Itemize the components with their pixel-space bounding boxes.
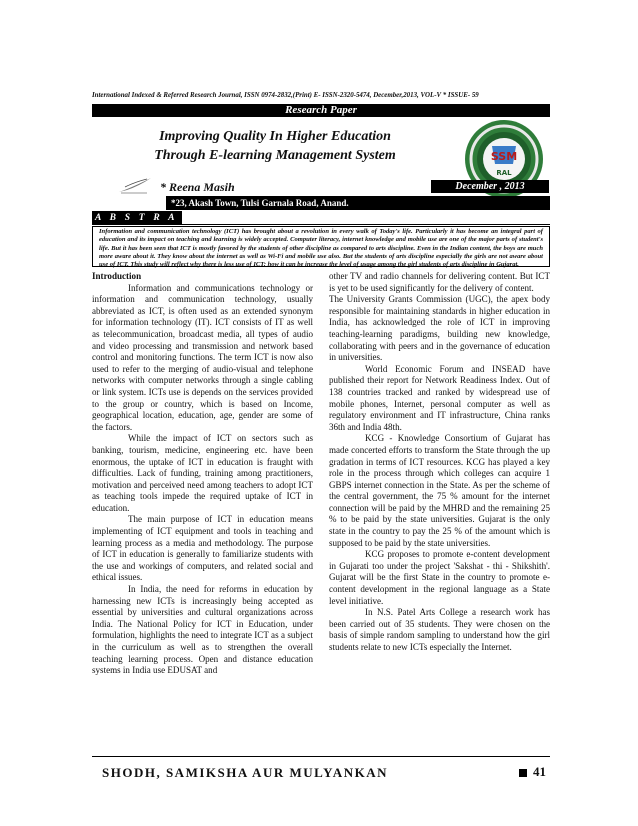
body-column-left [92,271,313,677]
publication-date: December , 2013 [431,180,549,193]
author-name: * Reena Masih [160,180,235,194]
paragraph: In N.S. Patel Arts College a research work has been carried out of 35 students. They were chosen on the basis of simple random sampling to understand how the girl students relate to new ICTs especially the Internet. [329,607,550,652]
abstract-divider [92,224,550,225]
paragraph: The main purpose of ICT in education means implementing of ICT equipment and tools in teaching and learning process as a media and methodology. The purpose of ICT in education is generally to familiarize students with the use and workings of computers, and related social and ethical issues. [92,514,313,583]
journal-citation-line: International Indexed & Referred Research Journal, ISSN 0974-2832,(Print) E- ISSN-2320-5474, December,2013, VOL-V * ISSUE- 59 [92,92,479,99]
page-footer [92,756,550,785]
paragraph: Information and communications technology or information and communication technology, usually abbreviated as ICT, is often used as an extended synonym for information technology (IT). ICT consists of IT as well as telecommunication, broadcast media, all types of audio and video processing and transmission and network based control and monitoring functions. The term ICT is now also used to refer to the merging of audio-visual and telephone networks with computer networks through a single cabling or link system. ICTs use is depends on the services provided to the group or country, which is based on Income, geographical location, education, age, gender are some of the factors. [92,282,313,432]
paragraph: other TV and radio channels for delivering content. But ICT is yet to be used significantly for the delivery of content. [329,271,550,293]
body-column-right [329,271,550,654]
page-number: 41 [533,764,546,779]
paragraph: While the impact of ICT on sectors such as banking, tourism, medicine, engineering etc. have been enormous, the uptake of ICT in education is fraught with difficulties. Lack of funding, training among practitioners, motivation and perceived need among teachers to adopt ICT as teaching tools impede the required uptake of ICT in education. [92,433,313,513]
section-label-bar: Research Paper [92,104,550,117]
paragraph: In India, the need for reforms in education by harnessing new ICTs is increasingly being accepted as essential by universities and cultural organizations across India. The National Policy for ICT in Education, under formulation, highlights the need to integrate ICT as a subject in the curriculum as well as to strengthen the overall teaching learning process. Open and distance education systems in India use EDUSAT and [92,584,313,676]
logo-subtext: RAL [496,169,512,177]
author-address: *23, Akash Town, Tulsi Garnala Road, Anand. [166,196,550,210]
paragraph: The University Grants Commission (UGC), the apex body responsible for maintaining standards in higher education in India, has acknowledged the role of ICT in improving teaching-learning paradigms, building new knowledge, collaborating with peers and in the governance of education in universities. [329,294,550,363]
footer-journal-title: SHODH, SAMIKSHA AUR MULYANKAN [102,765,388,780]
paragraph: KCG - Knowledge Consortium of Gujarat has made concerted efforts to transform the State through the up gradation in terms of ICT resources. KCG has played a key role in the process through which colleges can acquire 1 GBPS internet connection in the State. As per the scheme of the central government, the 75 % amount for the internet connection will be paid by the MHRD and the remaining 25 % to be paid by the state universities. Gujarat is the only state in the country to pay the 25 % of the amount which is supposed to be paid by the state universities. [329,433,550,548]
abstract-text: Information and communication technology (ICT) has brought about a revolution in every walk of Today's life. Particularly it has become an integral part of education and its impact on teaching and learning is widely accepted. Computer literacy, internet knowledge and mobile use are one of the major parts of student's life. But it has been seen that ICT is mostly favored by the students of other discipline as compared to arts discipline. Even in the Indian content, the boys are much more aware about it. They know about the internet as well as Wi-Fi and mobile use also. But the students of arts discipline especially the girls are not aware about use of ICT. This study will reflect why there is less use of ICT; how it can be increase the level of usage among the girl students of arts discipline in Gujarat. [92,226,550,267]
paragraph: KCG proposes to promote e-content development in Gujarati too under the project 'Sakshat - thi - Shikshith'. Gujarat will be the first State in the country to promote e-content development in the regional language as a State level initiative. [329,549,550,606]
section-heading: Introduction [92,271,142,281]
paragraph: World Economic Forum and INSEAD have published their report for Network Readiness Index. Out of 138 countries tracked and ranked by widespread use of mobile phones, Internet, personal computer as well as regulatory environment and IT infrastructure, China ranks 36th and India 48th. [329,363,550,432]
abstract-label: A B S T R A C T [92,211,182,225]
quill-pen-icon [117,176,153,194]
title-line-1: Improving Quality In Higher Education [159,129,391,144]
logo-text: SSM [490,150,518,163]
footer-square-icon [519,769,527,777]
article-title [140,127,410,165]
title-line-2: Through E-learning Management System [154,148,396,163]
